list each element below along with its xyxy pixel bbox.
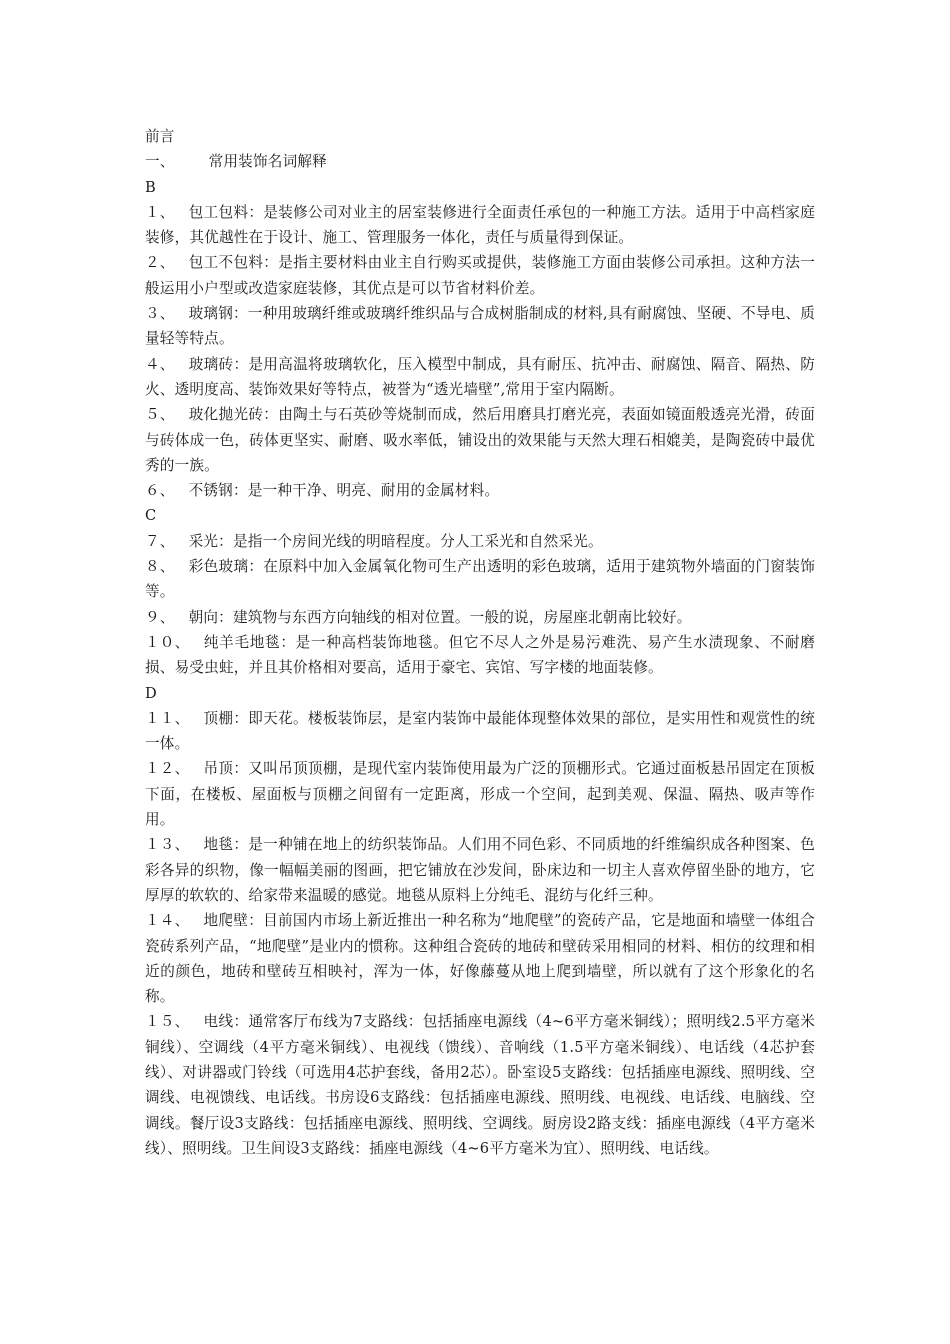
term-number: ３、 [145, 305, 175, 323]
preface-heading: 前言 [145, 128, 175, 145]
term-text: 电线：通常客厅布线为7支路线：包括插座电源线（4~6平方毫米铜线）；照明线2.5平方毫米铜线）、空调线（4平方毫米铜线）、电视线（馈线）、音响线（1.5平方毫米铜线）、电话线（4芯护套线）、对讲器或门铃线（可选用4芯护套线，备用2芯）。卧室设5支路线：包括插座电源线、照明线、空调线、电视馈线、电话线。书房设6支路线：包括插座电源线、照明线、电视线、电话线、电脑线、空调线。餐厅设3支路线：包括插座电源线、照明线、空调线。厨房设2路支线：插座电源线（4平方毫米线）、照明线。卫生间设3支路线：插座电源线（4~6平方毫米为宜）、照明线、电话线。 [145, 1013, 815, 1157]
term-text: 地毯：是一种铺在地上的纺织装饰品。人们用不同色彩、不同质地的纤维编织成各种图案、色彩各异的织物，像一幅幅美丽的图画，把它铺放在沙发间，卧床边和一切主人喜欢停留坐卧的地方，它厚厚的软软的、给家带来温暖的感觉。地毯从原料上分纯毛、混纺与化纤三种。 [145, 836, 815, 904]
term-entry [145, 832, 815, 908]
term-entry [145, 605, 815, 630]
term-entry [145, 554, 815, 605]
term-number: １、 [145, 203, 175, 221]
term-number: ８、 [145, 558, 175, 576]
term-number: ２、 [145, 254, 175, 272]
term-text: 纯羊毛地毯：是一种高档装饰地毯。但它不尽人之外是易污难洗、易产生水渍现象、不耐磨损、易受虫蛀，并且其价格相对要高，适用于豪宅、宾馆、写字楼的地面装修。 [145, 633, 815, 677]
term-text: 不锈钢：是一种干净、明亮、耐用的金属材料。 [188, 482, 500, 500]
term-number: ７、 [145, 532, 175, 550]
term-entry [145, 630, 815, 681]
term-text: 玻璃砖：是用高温将玻璃软化，压入模型中制成，具有耐压、抗冲击、耐腐蚀、隔音、隔热、防火、透明度高、装饰效果好等特点，被誉为“透光墙壁”,常用于室内隔断。 [145, 355, 815, 398]
term-entry [145, 1009, 815, 1161]
term-text: 包工不包料：是指主要材料由业主自行购买或提供，装修施工方面由装修公司承担。这种方法一般运用小户型或改造家庭装修，其优点是可以节省材料价差。 [145, 254, 815, 297]
term-entry [145, 908, 815, 1009]
term-entry [145, 301, 815, 352]
term-text: 朝向：建筑物与东西方向轴线的相对位置。一般的说，房屋座北朝南比较好。 [188, 608, 692, 626]
term-text: 顶棚：即天花。楼板装饰层，是室内装饰中最能体现整体效果的部位，是实用性和观赏性的统一体。 [145, 709, 815, 753]
term-text: 玻璃钢：一种用玻璃纤维或玻璃纤维织品与合成树脂制成的材料,具有耐腐蚀、坚硬、不导电、质量轻等特点。 [145, 305, 815, 348]
section-heading [145, 149, 815, 174]
term-entry [145, 478, 815, 503]
term-text: 包工包料：是装修公司对业主的居室装修进行全面责任承包的一种施工方法。适用于中高档家庭装修，其优越性在于设计、施工、管理服务一体化，责任与质量得到保证。 [145, 203, 815, 247]
term-text: 吊顶：又叫吊顶顶棚，是现代室内装饰使用最为广泛的顶棚形式。它通过面板悬吊固定在顶板下面，在楼板、屋面板与顶棚之间留有一定距离，形成一个空间，起到美观、保温、隔热、吸声等作用。 [145, 760, 815, 829]
term-number: １１、 [145, 709, 190, 727]
term-number: ５、 [145, 406, 175, 424]
term-number: １２、 [145, 760, 190, 778]
term-number: ４、 [145, 355, 175, 373]
term-entry [145, 352, 815, 403]
term-text: 地爬壁：目前国内市场上新近推出一种名称为“地爬壁”的瓷砖产品，它是地面和墙壁一体组合瓷砖系列产品，“地爬壁”是业内的惯称。这种组合瓷砖的地砖和壁砖采用相同的材料、相仿的纹理和相近的颜色，地砖和壁砖互相映衬，浑为一体，好像藤蔓从地上爬到墙壁，所以就有了这个形象化的名称。 [145, 912, 815, 1006]
term-number: １４、 [145, 912, 190, 930]
term-text: 玻化抛光砖：由陶土与石英砂等烧制而成，然后用磨具打磨光亮，表面如镜面般透亮光滑，砖面与砖体成一色，砖体更坚实、耐磨、吸水率低，铺设出的效果能与天然大理石相媲美，是陶瓷砖中最优秀的一族。 [145, 406, 815, 474]
term-entry [145, 756, 815, 832]
term-entry [145, 200, 815, 251]
term-text: 采光：是指一个房间光线的明暗程度。分人工采光和自然采光。 [188, 532, 603, 550]
term-entry [145, 402, 815, 478]
term-number: １５、 [145, 1013, 190, 1031]
document-page [145, 124, 815, 1161]
term-entry [145, 529, 815, 554]
heading-title: 常用装饰名词解释 [208, 153, 327, 171]
section-letter-c: C [145, 507, 157, 525]
section-letter-d: D [145, 684, 157, 702]
term-number: １３、 [145, 836, 190, 854]
term-text: 彩色玻璃：在原料中加入金属氧化物可生产出透明的彩色玻璃，适用于建筑物外墙面的门窗装饰等。 [145, 558, 815, 601]
heading-number: 一、 [145, 153, 175, 171]
section-letter-b: B [145, 178, 156, 196]
term-number: ９、 [145, 608, 175, 626]
term-number: １０、 [145, 633, 190, 651]
term-number: ６、 [145, 482, 175, 500]
term-entry [145, 706, 815, 757]
term-entry [145, 250, 815, 301]
